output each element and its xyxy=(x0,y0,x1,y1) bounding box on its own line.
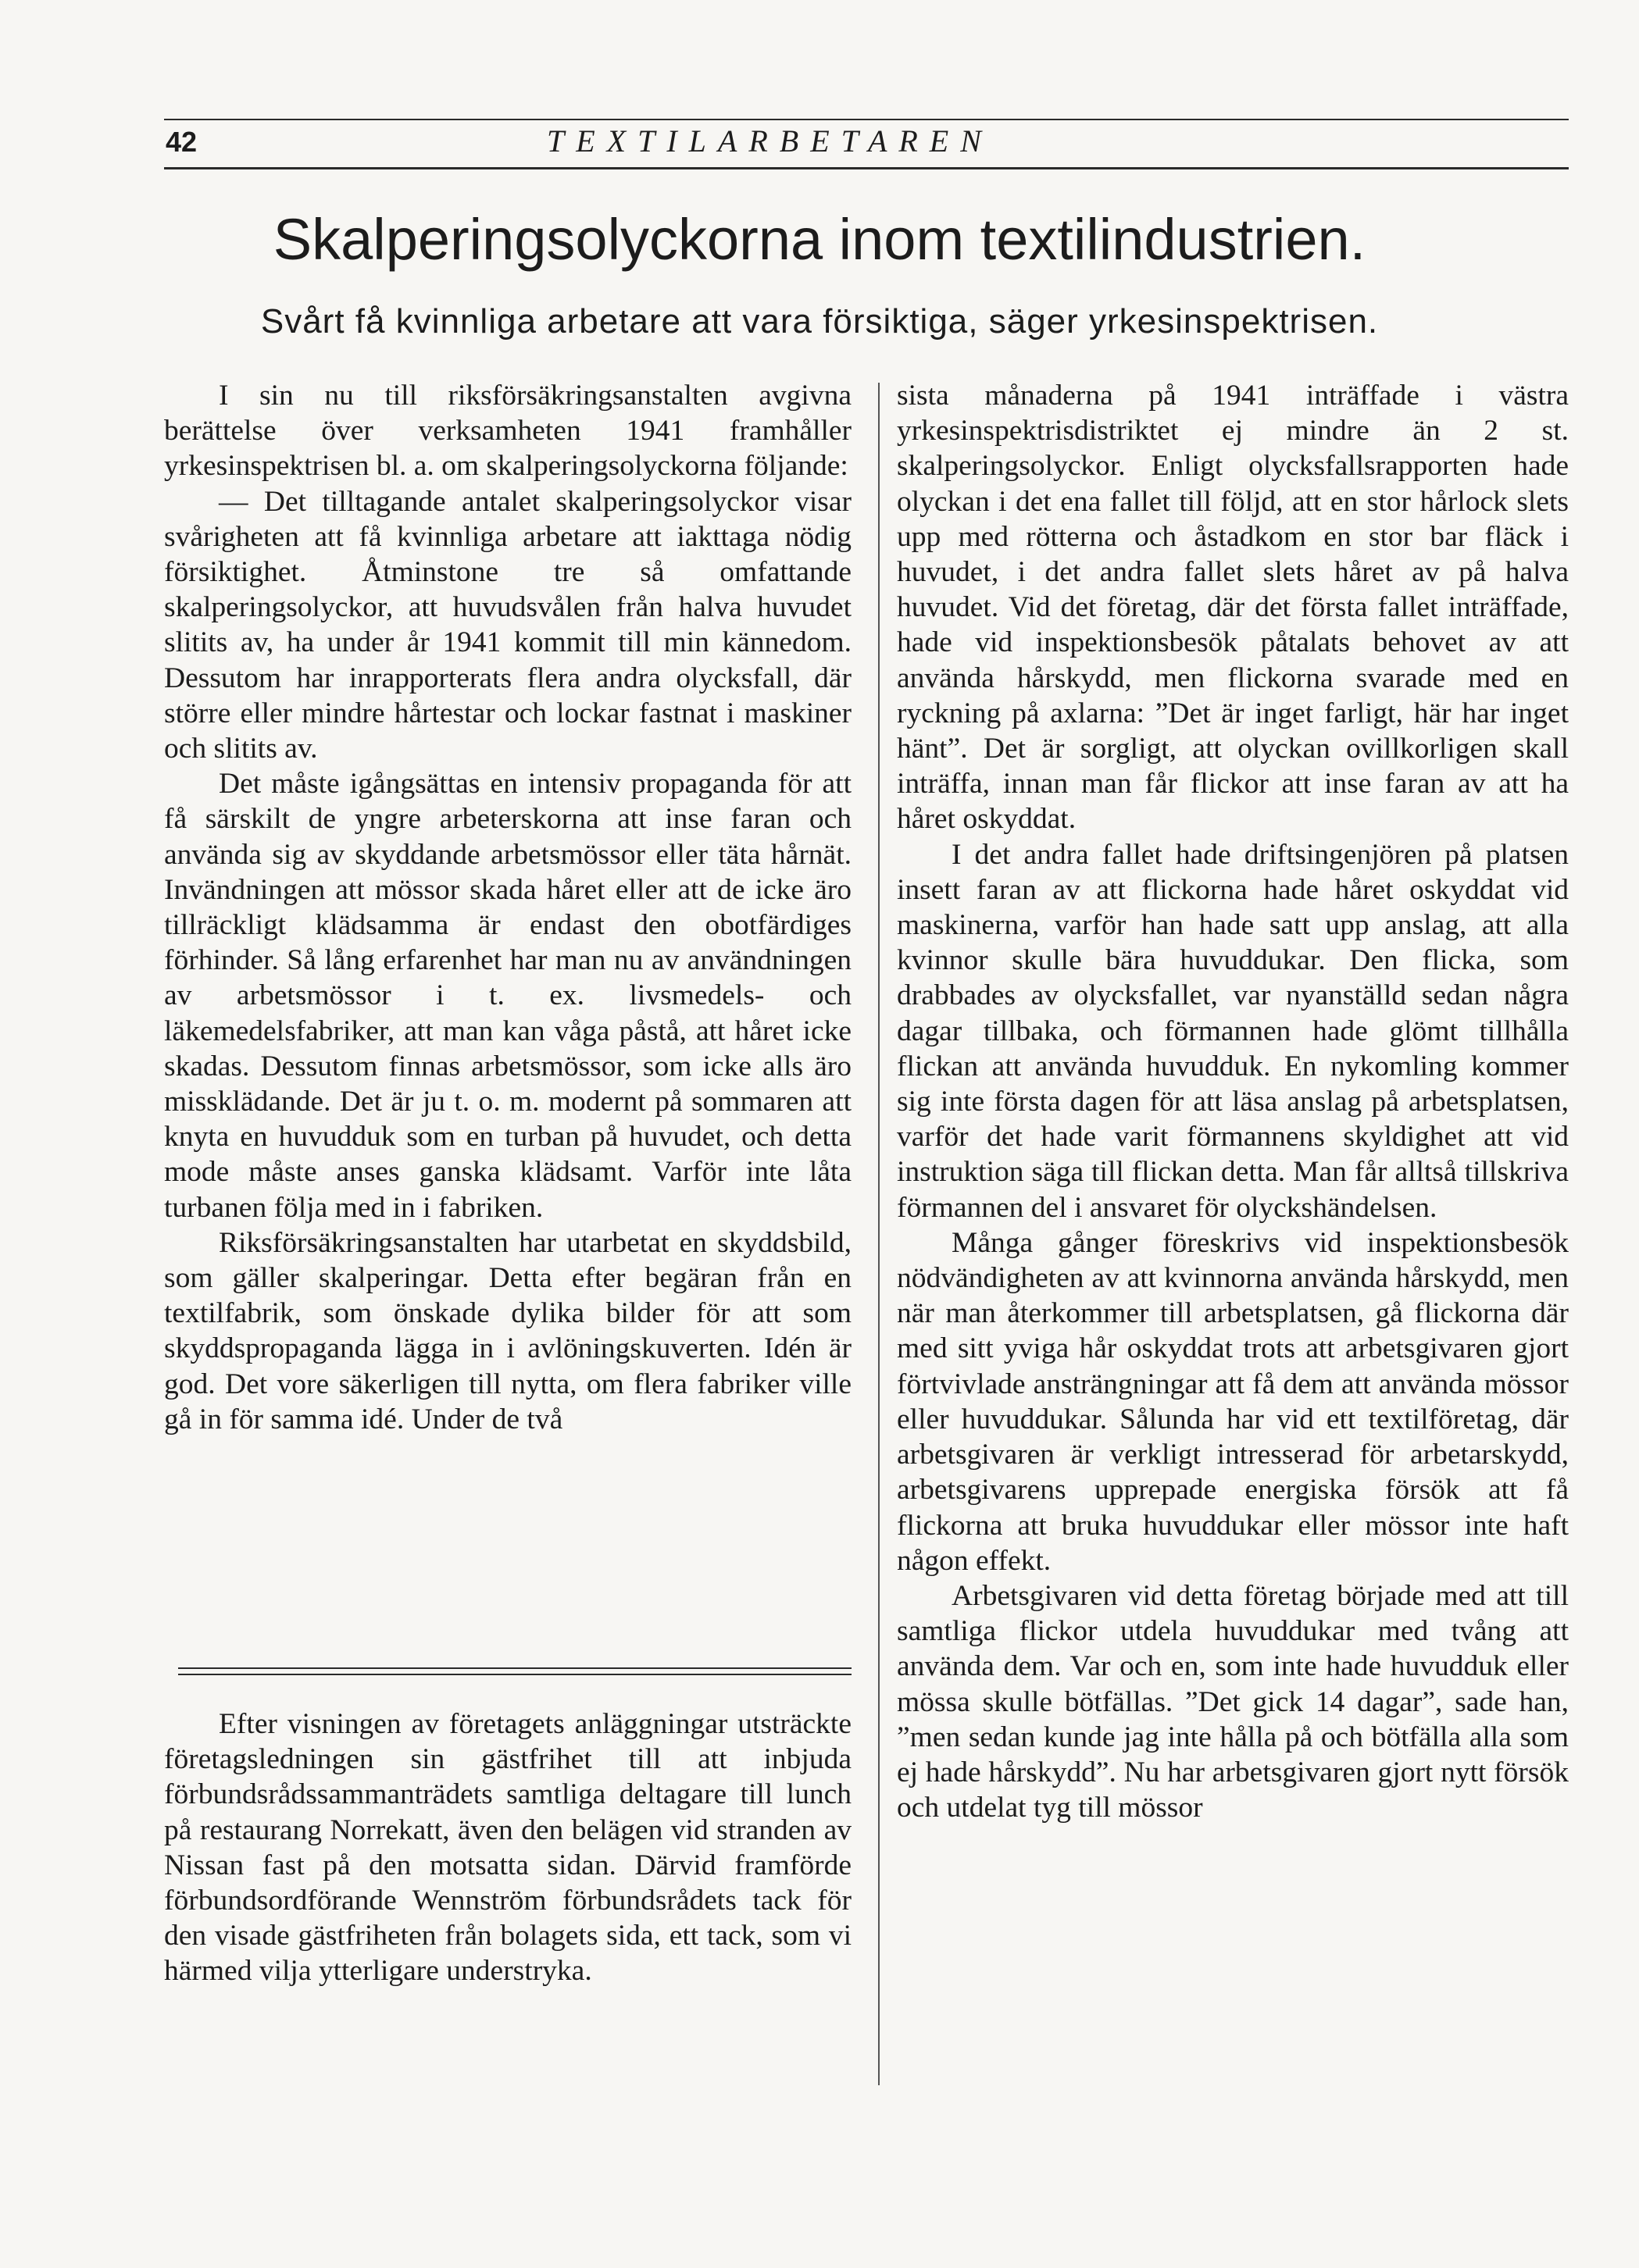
running-head: TEXTILARBETAREN xyxy=(547,123,993,159)
page-number: 42 xyxy=(166,126,198,158)
article-subtitle: Svårt få kvinnliga arbetare att vara försiktiga, säger yrkesinspektrisen. xyxy=(260,302,1379,341)
header-top-rule xyxy=(164,119,1569,120)
article-title: Skalperingsolyckorna inom textilindustrien. xyxy=(273,207,1366,272)
article-left-column xyxy=(164,378,852,1437)
article-paragraph: sista månaderna på 1941 inträffade i västra yrkesinspektrisdistriktet ej mindre än 2 st. skalperingsolyckor. Enligt olycksfallsrapporten hade olyckan i det ena fallet till följd, att en stor hårlock slets upp med rötterna och åstadkom en stor bar fläck i huvudet, i det andra fallet slets håret av på halva huvudet. Vid det företag, där det första fallet inträffade, hade vid inspektionsbesök påtalats behovet av att använda hårskydd, men flickorna svarade med en ryckning på axlarna: ”Det är inget farligt, här har inget hänt”. Det är sorgligt, att olyckan ovillkorligen skall inträffa, innan man får flickor att inse faran av att ha håret oskyddat. xyxy=(897,380,1569,836)
article-paragraph: Många gånger föreskrivs vid inspektionsbesök nödvändigheten av att kvinnorna använda hårskydd, men när man återkommer till arbetsplatsen, gå flickorna där med sitt yviga hår oskyddat trots att arbetsgivaren gjort förtvivlade ansträngningar att få dem att använda mössor eller huvuddukar. Sålunda har vid ett textilföretag, där arbetsgivaren är verkligt intresserad för arbetarskydd, arbetsgivarens upprepade energiska försök att få flickorna att bruka huvuddukar eller mössor inte haft någon effekt. xyxy=(897,1226,1569,1577)
article-paragraph: I det andra fallet hade driftsingenjören på platsen insett faran av att flickorna hade håret oskyddat vid maskinerna, varför han hade satt upp anslag, att alla kvinnor skulle bära huvuddukar. Den flicka, som drabbades av olycksfallet, var nyanställd sedan några dagar tillbaka, och förmannen hade glömt tillhålla flickan att använda huvudduk. En nykomling kommer sig inte första dagen för att läsa anslag på arbetsplatsen, varför det hade varit förmannens skyldighet att vid instruktion säga till flickan detta. Man får alltså tillskriva förmannen del i ansvaret för olyckshändelsen. xyxy=(897,838,1569,1224)
header-bottom-rule xyxy=(164,167,1569,169)
article-right-column xyxy=(897,378,1569,1825)
article-paragraph: Arbetsgivaren vid detta företag började med att till samtliga flickor utdela huvuddukar med tvång att använda dem. Var och en, som inte hade huvudduk eller mössa skulle bötfällas. ”Det gick 14 dagar”, sade han, ”men sedan kunde jag inte hålla på och bötfälla alla som ej hade hårskydd”. Nu har arbetsgivaren gjort nytt försök och utdelat tyg till mössor xyxy=(897,1579,1569,1824)
article-paragraph: Det måste igångsättas en intensiv propaganda för att få särskilt de yngre arbeterskorna att inse faran och använda sig av skyddande arbetsmössor eller täta hårnät. Invändningen att mössor skada håret eller att de icke äro tillräckligt klädsamma är endast den obotfärdiges förhinder. Så lång erfarenhet har man nu av användningen av arbetsmössor i t. ex. livsmedels- och läkemedelsfabriker, att man kan våga påstå, att håret icke skadas. Dessutom finnas arbetsmössor, som icke alls äro missklädande. Det är ju t. o. m. modernt på sommaren att knyta en huvudduk som en turban på huvudet, och detta mode måste anses ganska klädsamt. Varför inte låta turbanen följa med in i fabriken. xyxy=(164,768,852,1224)
notice-paragraph: Efter visningen av företagets anläggningar utsträckte företagsledningen sin gästfrihet till att inbjuda förbundsrådssammanträdets samtliga deltagare till lunch på restaurang Norrekatt, även den belägen vid stranden av Nissan fast på den motsatta sidan. Därvid framförde förbundsordförande Wennström förbundsrådets tack för den visade gästfriheten från bolagets sida, ett tack, som vi härmed vilja ytterligare understryka. xyxy=(164,1708,852,1988)
notice-column xyxy=(164,1706,852,1989)
article-paragraph: I sin nu till riksförsäkringsanstalten avgivna berättelse över verksamheten 1941 framhåller yrkesinspektrisen bl. a. om skalperingsolyckorna följande: xyxy=(164,380,852,483)
section-divider xyxy=(178,1674,852,1675)
column-divider xyxy=(878,383,880,2085)
article-paragraph: Riksförsäkringsanstalten har utarbetat en skyddsbild, som gäller skalperingar. Detta efter begäran från en textilfabrik, som önskade dylika bilder för att som skyddspropaganda lägga in i avlöningskuverten. Idén är god. Det vore säkerligen till nytta, om flera fabriker ville gå in för samma idé. Under de två xyxy=(164,1226,852,1435)
article-paragraph: — Det tilltagande antalet skalperingsolyckor visar svårigheten att få kvinnliga arbetare att iakttaga nödig försiktighet. Åtminstone tre så omfattande skalperingsolyckor, att huvudsvålen från halva huvudet slitits av, ha under år 1941 kommit till min kännedom. Dessutom har inrapporterats flera andra olycksfall, där större eller mindre hårtestar och lockar fastnat i maskiner och slitits av. xyxy=(164,485,852,765)
section-divider xyxy=(178,1667,852,1669)
